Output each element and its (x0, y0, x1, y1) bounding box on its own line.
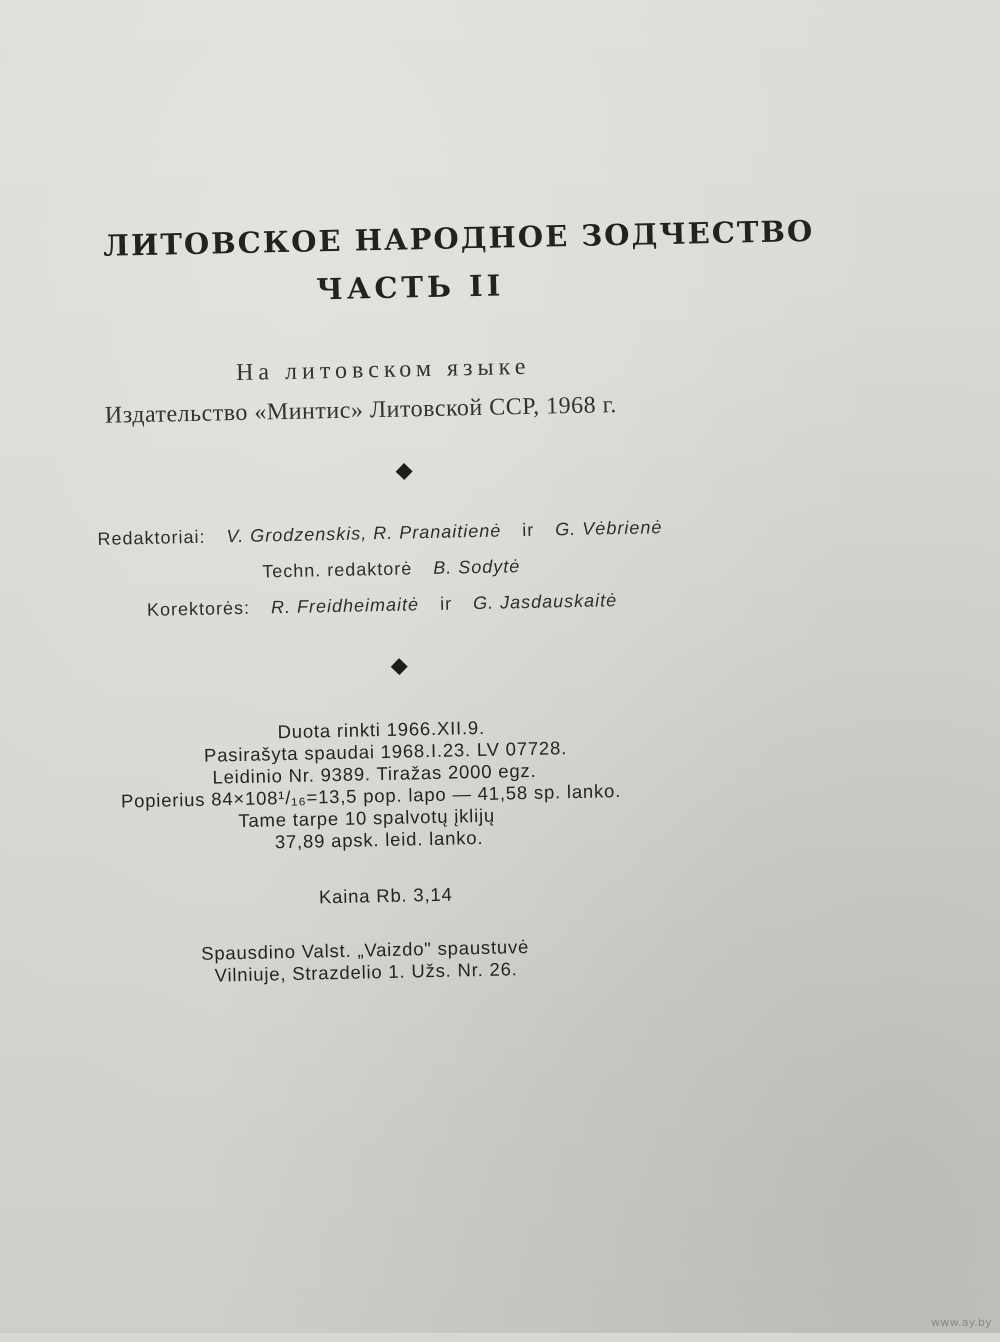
proofreaders-names: R. Freidheimaitė (270, 594, 420, 618)
diamond-ornament-icon (396, 463, 413, 480)
proofreaders-label: Korektorės: (146, 597, 251, 620)
proofreaders-line (147, 590, 618, 621)
edition-number: Leidinio Nr. 9389. Tiražas 2000 egz. (212, 759, 537, 788)
paper-format: Popierius 84×108¹/₁₆=13,5 pop. lapo — 41,58 sp. lanko. (120, 780, 622, 812)
watermark: www.ay.by (931, 1316, 992, 1329)
proofreaders-last-name: G. Jasdauskaitė (472, 590, 618, 614)
color-inserts: Tame tarpe 10 spalvotų įklijų (238, 804, 496, 832)
printer-address: Vilniuje, Strazdelio 1. Užs. Nr. 26. (214, 958, 518, 986)
diamond-ornament-icon (391, 658, 408, 675)
publication-sheets: 37,89 apsk. leid. lanko. (274, 826, 484, 853)
proofreaders-conjunction: ir (439, 593, 453, 614)
printer-name: Spausdino Valst. „Vaizdo" spaustuvė (200, 936, 530, 964)
editors-names: V. Grodzenskis, R. Pranaitienė (226, 520, 502, 547)
book-title: ЛИТОВСКОЕ НАРОДНОЕ ЗОДЧЕСТВО (102, 213, 815, 263)
tech-editor-label: Techn. redaktorė (261, 558, 413, 582)
print-approval: Pasirašyta spaudai 1968.I.23. LV 07728. (203, 737, 568, 766)
editors-line (97, 517, 662, 550)
editors-conjunction: ir (522, 519, 535, 541)
price: Kaina Rb. 3,14 (318, 883, 453, 908)
book-part: ЧАСТЬ II (315, 268, 505, 307)
editors-last-name: G. Vėbrienė (555, 517, 663, 540)
typesetting-date: Duota rinkti 1966.XII.9. (277, 716, 486, 743)
language-note: На литовском языке (235, 353, 531, 387)
editors-label: Redaktoriai: (97, 526, 206, 549)
tech-editor-name: B. Sodytė (433, 556, 521, 578)
tech-editor-line (262, 556, 521, 582)
publisher-line: Издательство «Минтис» Литовской ССР, 1968 г. (104, 392, 618, 429)
